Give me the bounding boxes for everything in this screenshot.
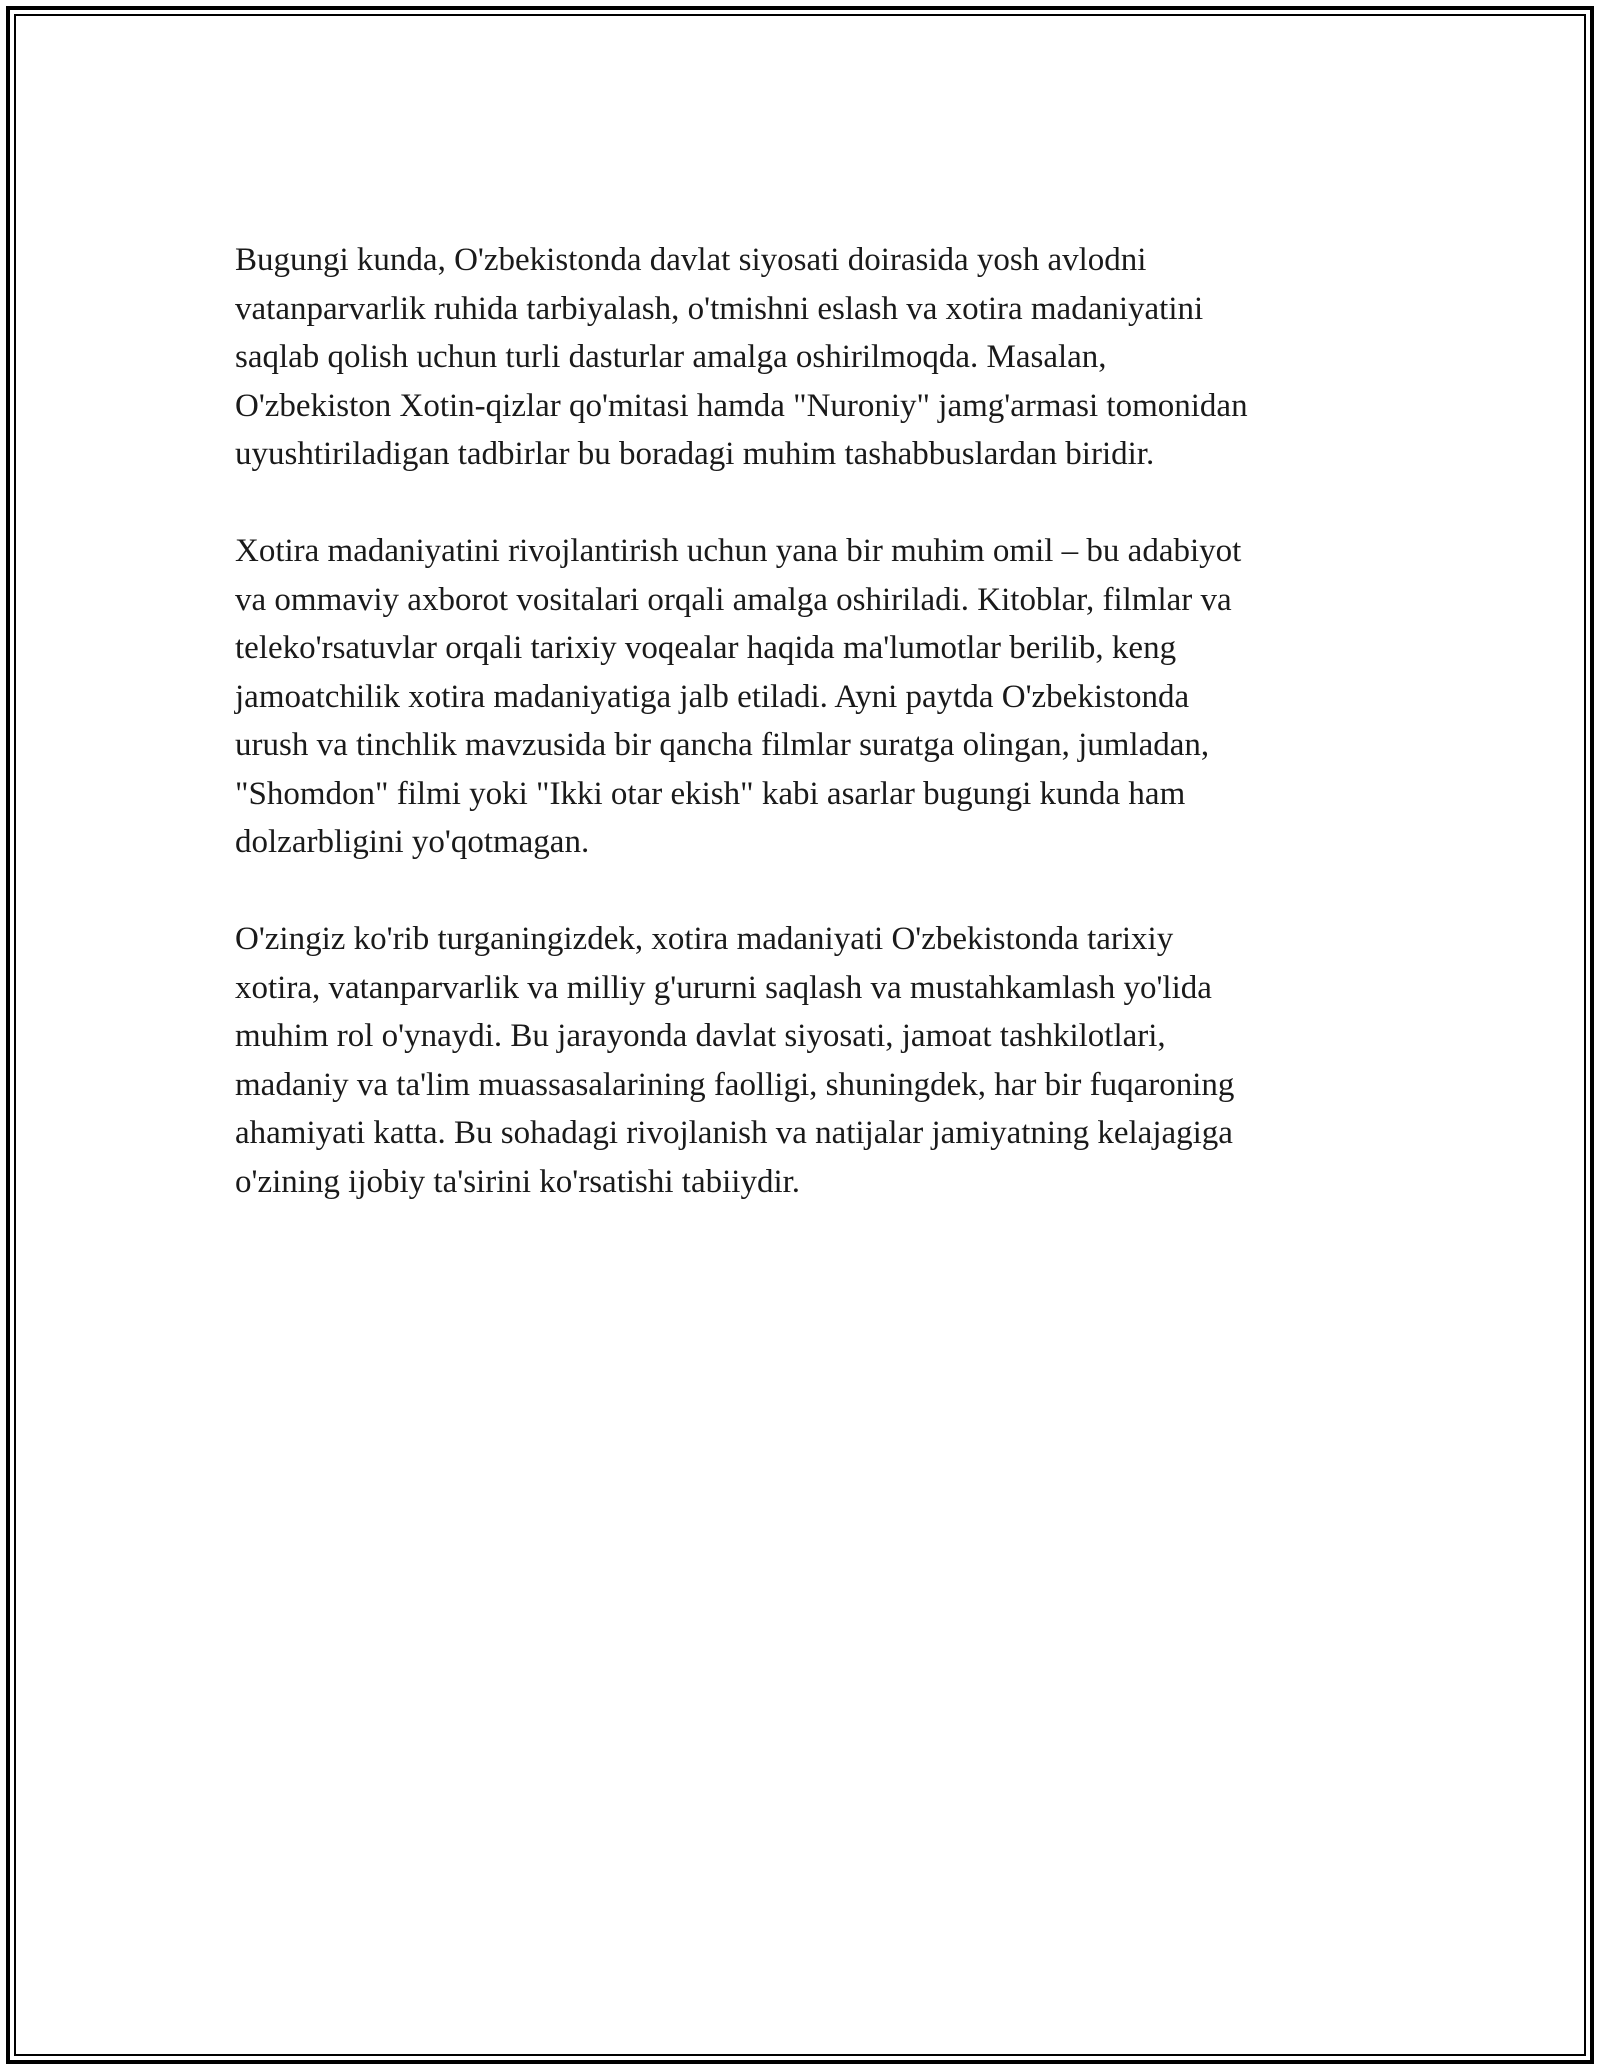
document-body [235,236,1395,1255]
paragraph-1 [235,236,1395,479]
text-line: xotira, vatanparvarlik va milliy g'ururni saqlash va mustahkamlash yo'lida [235,969,1212,1006]
text-line: muhim rol o'ynaydi. Bu jarayonda davlat siyosati, jamoat tashkilotlari, [235,1018,1166,1054]
text-line: ahamiyati katta. Bu sohadagi rivojlanish va natijalar jamiyatning kelajagiga [235,1115,1233,1151]
text-line: urush va tinchlik mavzusida bir qancha filmlar suratga olingan, jumladan, [235,727,1210,763]
text-line: Xotira madaniyatini rivojlantirish uchun yana bir muhim omil – bu adabiyot [235,533,1242,569]
paragraph-2 [235,527,1395,867]
text-line: vatanparvarlik ruhida tarbiyalash, o'tmishni eslash va xotira madaniyatini [235,290,1204,327]
text-line: O'zbekiston Xotin-qizlar qo'mitasi hamda "Nuroniy" jamg'armasi tomonidan [235,387,1248,424]
text-line: uyushtiriladigan tadbirlar bu boradagi muhim tashabbuslardan biridir. [235,436,1155,472]
text-line: O'zingiz ko'rib turganingizdek, xotira madaniyati O'zbekistonda tarixiy [235,921,1174,957]
text-line: saqlab qolish uchun turli dasturlar amalga oshirilmoqda. Masalan, [235,339,1107,375]
text-line: jamoatchilik xotira madaniyatiga jalb etiladi. Ayni paytda O'zbekistonda [235,678,1190,715]
text-line: Bugungi kunda, O'zbekistonda davlat siyosati doirasida yosh avlodni [235,242,1147,278]
text-line: teleko'rsatuvlar orqali tarixiy voqealar haqida ma'lumotlar berilib, keng [235,630,1177,666]
text-line: dolzarbligini yo'qotmagan. [235,824,590,860]
text-line: o'zining ijobiy ta'sirini ko'rsatishi tabiiydir. [235,1163,801,1200]
text-line: madaniy va ta'lim muassasalarining faolligi, shuningdek, har bir fuqaroning [235,1066,1235,1103]
paragraph-3 [235,915,1395,1206]
text-line: "Shomdon" filmi yoki "Ikki otar ekish" kabi asarlar bugungi kunda ham [235,775,1186,812]
text-line: va ommaviy axborot vositalari orqali amalga oshiriladi. Kitoblar, filmlar va [235,581,1232,618]
